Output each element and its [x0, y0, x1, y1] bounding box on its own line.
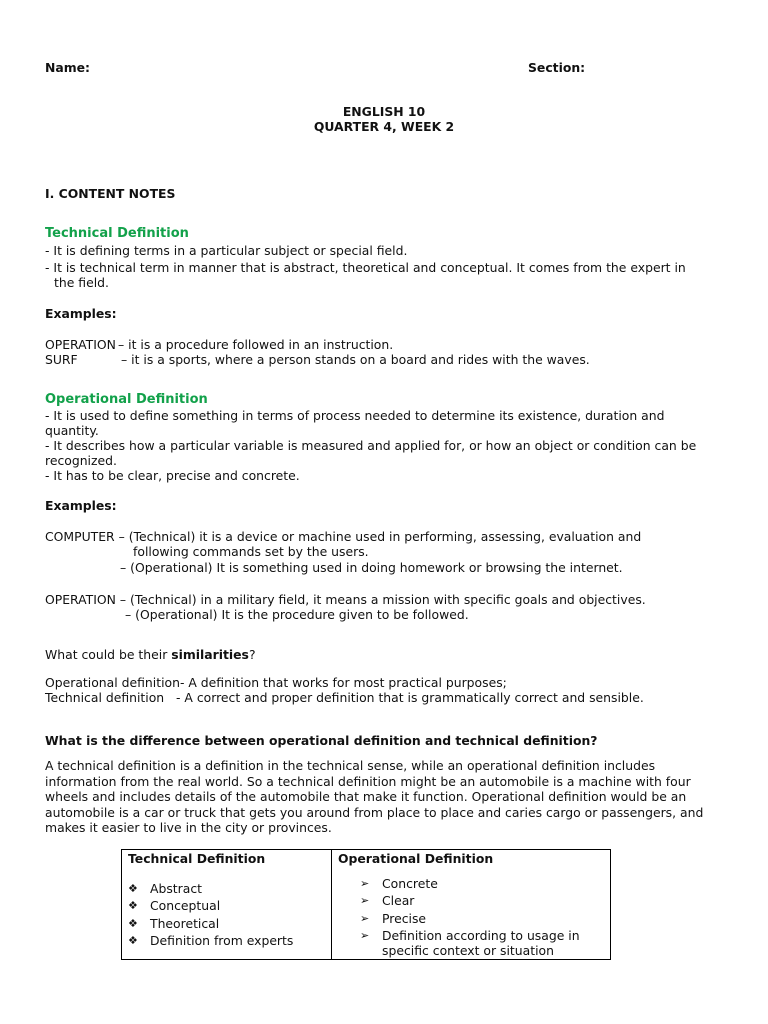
- diamond-bullet-icon: ❖: [128, 882, 138, 895]
- operational-column-header: Operational Definition: [338, 851, 494, 866]
- content-notes-heading: I. CONTENT NOTES: [45, 186, 176, 201]
- operational-point-continued: quantity.: [45, 423, 99, 438]
- technical-definition-heading: Technical Definition: [45, 226, 189, 241]
- technical-list: [128, 880, 331, 949]
- operational-similarity: Operational definition- A definition that works for most practical purposes;: [45, 675, 507, 690]
- similarities-question: What could be their similarities?: [45, 647, 256, 662]
- diamond-bullet-icon: ❖: [128, 916, 138, 930]
- technical-column: [122, 850, 332, 960]
- operational-point: - It is used to define something in terms of process needed to determine its existence, duration and: [45, 408, 665, 423]
- diamond-bullet-icon: ❖: [128, 899, 138, 913]
- list-item: ➢ Concrete: [360, 876, 438, 891]
- technical-point: - It is technical term in manner that is abstract, theoretical and conceptual. It comes from the expert in: [45, 260, 686, 275]
- list-item: ➢ Clear: [360, 893, 415, 909]
- diamond-bullet-icon: ❖: [128, 933, 138, 947]
- example-term: OPERATION: [45, 337, 116, 352]
- list-item: ❖ Definition from experts: [128, 932, 294, 948]
- name-label: Name:: [45, 60, 91, 75]
- technical-point: - It is defining terms in a particular subject or special field.: [45, 243, 408, 258]
- operation-example-line: – (Operational) It is the procedure given to be followed.: [125, 607, 469, 622]
- examples-label: Examples:: [45, 306, 117, 321]
- arrow-bullet-icon: ➢: [360, 928, 370, 942]
- document-subtitle: QUARTER 4, WEEK 2: [313, 119, 455, 134]
- arrow-bullet-icon: ➢: [360, 894, 370, 908]
- document-title: ENGLISH 10: [342, 104, 426, 119]
- operational-point-continued: recognized.: [45, 453, 117, 468]
- comparison-table: [121, 849, 611, 960]
- operational-point: - It describes how a particular variable is measured and applied for, or how an object or condition can be: [45, 438, 697, 453]
- operational-column: [332, 850, 611, 960]
- computer-example-line: COMPUTER – (Technical) it is a device or machine used in performing, assessing, evaluation and: [45, 529, 642, 544]
- difference-question: What is the difference between operational definition and technical definition?: [45, 733, 598, 748]
- example-definition: – it is a sports, where a person stands on a board and rides with the waves.: [121, 352, 590, 367]
- technical-column-header: Technical Definition: [128, 851, 266, 866]
- operational-definition-heading: Operational Definition: [45, 392, 208, 407]
- examples-label: Examples:: [45, 498, 117, 513]
- technical-similarity-term: Technical definition: [45, 690, 165, 705]
- difference-answer: A technical definition is a definition in the technical sense, while an operational definition includes information from the real world. So a technical definition might be an automobile is a machine with four wheels and includes details of the automobile that make it function. Operational definition would be an automobile is a car or truck that gets you around from place to place and caries cargo or passengers, and makes it easier to live in the city or provinces.: [45, 758, 704, 836]
- list-item: ❖ Theoretical: [128, 915, 220, 931]
- example-definition: – it is a procedure followed in an instruction.: [118, 337, 394, 352]
- example-term: SURF: [45, 352, 78, 367]
- operational-list: [360, 875, 580, 959]
- technical-point-continued: the field.: [54, 275, 109, 290]
- list-item: ❖ Conceptual: [128, 898, 221, 914]
- computer-example-line: following commands set by the users.: [133, 544, 369, 559]
- section-label: Section:: [528, 60, 586, 75]
- computer-example-line: – (Operational) It is something used in doing homework or browsing the internet.: [120, 560, 623, 575]
- list-item: ➢ Definition according to usage in specific context or situation: [360, 927, 580, 959]
- operation-example-line: OPERATION – (Technical) in a military field, it means a mission with specific goals and objectives.: [45, 592, 646, 607]
- arrow-bullet-icon: ➢: [360, 877, 370, 890]
- list-item: ❖ Abstract: [128, 881, 203, 896]
- arrow-bullet-icon: ➢: [360, 911, 370, 925]
- technical-similarity-definition: - A correct and proper definition that is grammatically correct and sensible.: [176, 690, 644, 705]
- list-item: ➢ Precise: [360, 910, 427, 926]
- operational-point: - It has to be clear, precise and concrete.: [45, 468, 300, 483]
